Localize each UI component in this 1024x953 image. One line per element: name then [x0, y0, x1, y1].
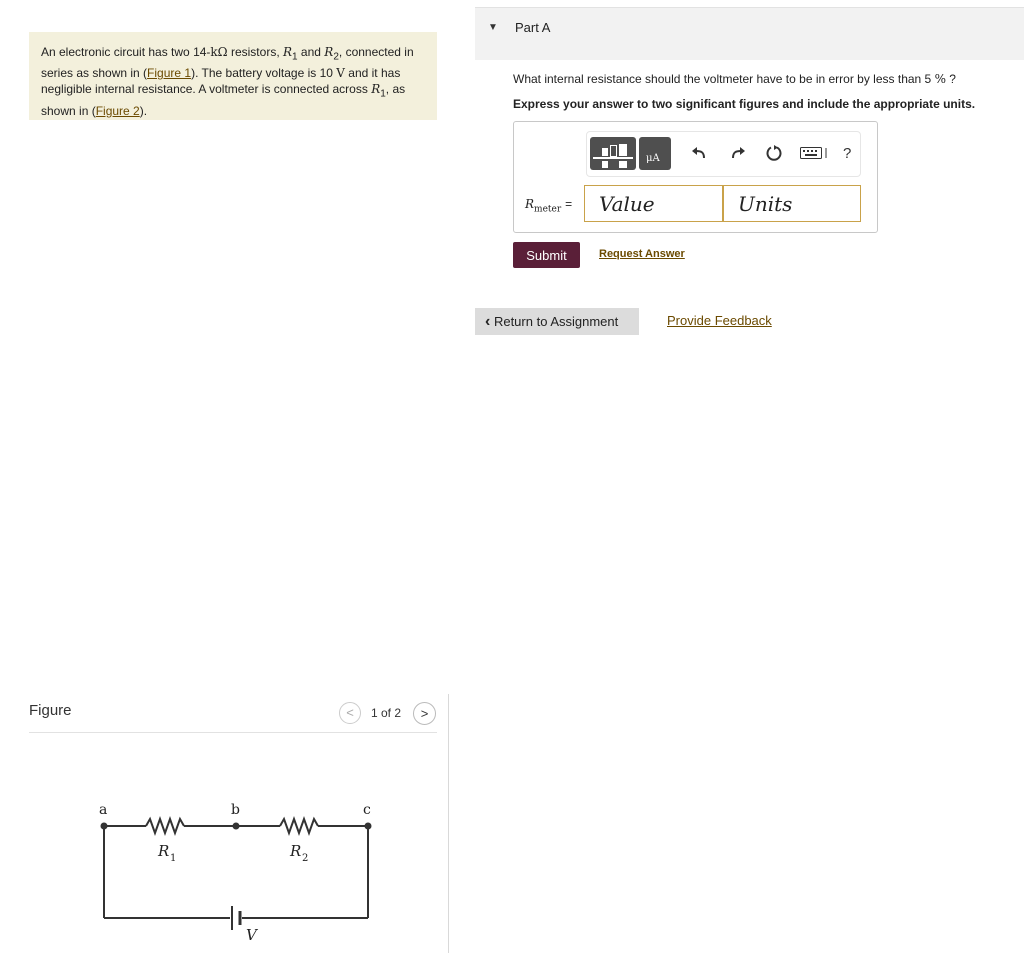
redo-icon[interactable] [730, 144, 746, 160]
r1-subscript: 1 [170, 853, 177, 864]
circuit-diagram [80, 790, 390, 950]
node-a [101, 823, 108, 830]
figure-2-link[interactable]: Figure 2 [95, 103, 140, 118]
provide-feedback-link[interactable]: Provide Feedback [667, 313, 772, 328]
submit-button[interactable]: Submit [513, 242, 580, 268]
request-answer-link[interactable]: Request Answer [599, 248, 685, 260]
return-label: Return to Assignment [493, 314, 619, 329]
help-icon[interactable]: ? [843, 145, 852, 162]
math-toolbar [586, 131, 861, 177]
node-c [365, 823, 372, 830]
units-button[interactable] [639, 137, 671, 170]
node-b [233, 823, 240, 830]
resistor-r2 [280, 819, 318, 833]
figure-heading: Figure [29, 702, 72, 719]
figure-1-link[interactable]: Figure 1 [147, 66, 192, 81]
units-button-label: μA [646, 153, 660, 164]
part-title: Part A [515, 20, 551, 35]
figure-next-button[interactable]: > [413, 702, 436, 725]
answer-instruction: Express your answer to two significant figures and include the appropriate units. [513, 97, 976, 111]
units-input[interactable] [723, 185, 861, 222]
question-text: What internal resistance should the voltmeter have to be in error by less than 5 % ? [513, 72, 956, 86]
r2-label: R [290, 842, 302, 860]
unit-volt: V [336, 66, 345, 81]
node-b-label: b [231, 802, 240, 818]
collapse-caret-icon[interactable]: ▼ [488, 22, 498, 33]
r1-label: R [158, 842, 170, 860]
keyboard-icon[interactable] [800, 147, 830, 159]
r2-subscript: 2 [302, 853, 309, 864]
answer-box [513, 121, 878, 233]
undo-icon[interactable] [691, 144, 707, 160]
problem-statement: An electronic circuit has two 14-kΩ resistors, $R_1$ and $R_2$, connected in series as shown in (Figure 1). The battery voltage is 10 V and it has negligible internal resistance. A voltmeter is connected across $R_1$, as shown in (Figure 2). [29, 32, 437, 120]
answer-variable-label: $R_{meter}$ = [525, 197, 573, 215]
reset-icon[interactable] [765, 144, 783, 162]
figure-divider [29, 732, 437, 733]
value-input[interactable] [584, 185, 723, 222]
chevron-left-icon: ‹ [485, 313, 491, 330]
return-to-assignment-button[interactable] [475, 308, 639, 335]
part-a-header[interactable] [475, 7, 1024, 60]
percent-symbol: % [934, 72, 946, 86]
column-divider [448, 694, 449, 953]
node-a-label: a [99, 802, 108, 818]
battery-label: V [246, 926, 257, 944]
resistor-r1 [146, 819, 184, 833]
node-c-label: c [363, 802, 371, 818]
figure-prev-button[interactable]: < [339, 702, 361, 724]
templates-button[interactable] [590, 137, 636, 170]
unit-kohm: kΩ [210, 45, 228, 59]
figure-counter: 1 of 2 [371, 706, 402, 720]
